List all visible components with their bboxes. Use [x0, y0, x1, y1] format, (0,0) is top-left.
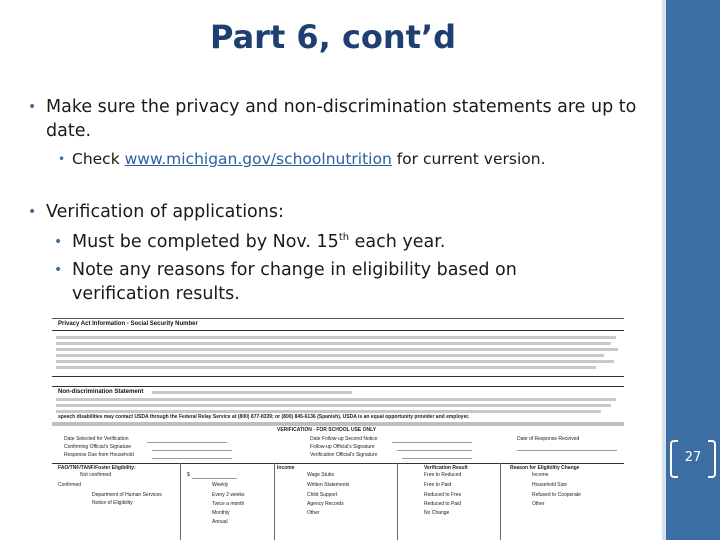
- date-received-label: Date of Response Received: [517, 436, 580, 442]
- not-confirmed-label: Not confirmed: [80, 472, 112, 478]
- bullet-deadline: [54, 230, 652, 254]
- response-due-label: Response Due from Household: [64, 452, 134, 458]
- deadline-pre: Must be completed by Nov. 15: [72, 232, 339, 252]
- schoolnutrition-link[interactable]: www.michigan.gov/schoolnutrition: [124, 150, 392, 168]
- change-reasons-text: Note any reasons for change in eligibility based on verification results.: [72, 260, 517, 304]
- freq-0: Weekly: [212, 482, 229, 488]
- result-1: Free to Paid: [424, 482, 452, 488]
- freq-2: Twice a month: [212, 501, 245, 507]
- check-prefix: Check: [72, 150, 125, 168]
- bullet-check-version: [58, 147, 652, 171]
- bullet-dot-icon: •: [54, 234, 63, 250]
- verification-signature-label: Verification Official’s Signature: [310, 452, 378, 458]
- result-3: Reduced to Paid: [424, 501, 461, 507]
- doc-2: Child Support: [307, 492, 338, 498]
- nondisc-heading: Non-discrimination Statement: [58, 389, 144, 395]
- page-number: 27: [684, 450, 702, 465]
- form-top-rule: [52, 318, 624, 319]
- freq-4: Annual: [212, 519, 228, 525]
- freq-1: Every 2 weeks: [212, 492, 245, 498]
- slide-title: Part 6, cont’d: [209, 18, 457, 56]
- bullet-dot-icon: •: [28, 204, 37, 220]
- bullet-dot-icon: •: [58, 152, 66, 166]
- result-0: Free to Reduced: [424, 472, 462, 478]
- doc-1: Written Statements: [307, 482, 350, 488]
- privacy-heading: Privacy Act Information - Social Security Number: [58, 321, 198, 327]
- bullet-change-reasons: [54, 258, 612, 306]
- bullet-verification-text: Verification of applications:: [46, 202, 284, 222]
- date-selected-label: Date Selected for Verification: [64, 436, 129, 442]
- form-divider-bar: [52, 422, 624, 426]
- result-4: No Change: [424, 510, 450, 516]
- doc-3: Agency Records: [307, 501, 344, 507]
- left-item-2: Notice of Eligibility: [92, 500, 133, 506]
- bullet-dot-icon: •: [54, 262, 63, 278]
- followup-signature-label: Follow-up Official’s Signature: [310, 444, 375, 450]
- form-rule: [52, 376, 624, 377]
- doc-4: Other: [307, 510, 320, 516]
- bullet-privacy: [28, 95, 646, 143]
- check-suffix: for current version.: [391, 150, 546, 168]
- reason-1: Household Size: [532, 482, 568, 488]
- left-item-0: Confirmed: [58, 482, 82, 488]
- doc-0: Wage Stubs: [307, 472, 335, 478]
- result-column-header: Verification Result: [424, 465, 468, 471]
- bullet-dot-icon: •: [28, 99, 37, 115]
- reason-2: Refused to Cooperate: [532, 492, 581, 498]
- followup-second-label: Date Follow-up Second Notice: [310, 436, 378, 442]
- form-rule: [52, 330, 624, 331]
- bullet-verification: [28, 200, 646, 224]
- confirming-signature-label: Confirming Official’s Signature: [64, 444, 132, 450]
- reason-0: Income: [532, 472, 549, 478]
- pre-eligibility-label: FAO/TNF/TANF/Foster Eligibility:: [58, 465, 136, 471]
- nondisc-relay-line: speech disabilities may contact USDA through the Federal Relay Service at (800) 877-8339; or (800) 845-6136 (Spanish). USDA is an equal opportunity provider and employer.: [58, 414, 470, 420]
- result-2: Reduced to Free: [424, 492, 462, 498]
- bullet-privacy-text: Make sure the privacy and non-discrimination statements are up to date.: [46, 97, 637, 141]
- page-number-badge: [670, 440, 716, 478]
- reason-column-header: Reason for Eligibility Change: [510, 465, 580, 471]
- reason-3: Other: [532, 501, 545, 507]
- deadline-sup: th: [338, 232, 350, 244]
- left-item-1: Department of Human Services: [92, 492, 162, 498]
- form-rule: [52, 386, 624, 387]
- form-rule: [52, 463, 624, 464]
- freq-3: Monthly: [212, 510, 230, 516]
- application-form-image: Privacy Act Information - Social Security Number Non-discrimination Statement speech disabilities may contact USDA through the Federal Relay Service at (800) 877-8339; or (800) 845-6136 (Spanish). USDA is an equal opportunity provider and employer. VERIFICATION - FOR SCHOOL USE ONLY Date Selected for Verification Confirming Official’s Signature Response Due from Household Date Follow-up Second Notice Follow-up Official’s Signature Verification Official’s Signature Date of Response Received FAO/TNF/TANF/Foster Eligibility: Not confirmed Confirmed Department of Human Services Notice of Eligibility Income $ Weekly Every 2 weeks Twice a month Monthly Annual Wage Stubs Written Statements Child Support Agency Records Other Verification Result Free to Reduced Free to Paid Reduced to Free Reduced to Paid No Change Reason for Eligibility Change Income Household Size Refused to Cooperate Other: [52, 316, 624, 540]
- deadline-post: each year.: [349, 232, 446, 252]
- verification-heading: VERIFICATION - FOR SCHOOL USE ONLY: [277, 427, 377, 433]
- income-column-header: Income: [277, 465, 295, 471]
